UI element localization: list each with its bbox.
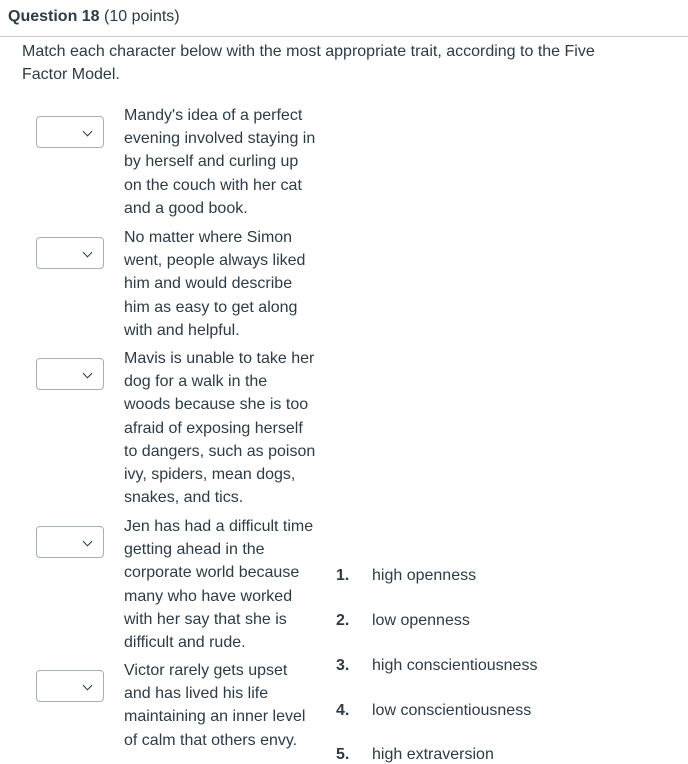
question-number: Question 18 bbox=[8, 8, 100, 25]
chevron-down-icon bbox=[83, 127, 93, 137]
answer-label: low conscientiousness bbox=[372, 702, 532, 719]
answer-label: high conscientiousness bbox=[372, 657, 538, 674]
chevron-down-icon bbox=[83, 248, 93, 258]
answer-number: 5. bbox=[336, 746, 350, 763]
question-header bbox=[8, 8, 180, 26]
match-select-1[interactable] bbox=[36, 116, 104, 148]
item-description-3: Mavis is unable to take her dog for a walk in the woods because she is too afraid of exposing herself to dangers, such as poison ivy, spiders, mean dogs, snakes, and tics. bbox=[124, 350, 316, 507]
answer-label: low openness bbox=[372, 612, 470, 629]
match-select-3[interactable] bbox=[36, 358, 104, 390]
question-prompt: Match each character below with the most appropriate trait, according to the Five Factor Model. bbox=[22, 43, 595, 83]
chevron-down-icon bbox=[83, 537, 93, 547]
answer-label: high extraversion bbox=[372, 746, 494, 763]
chevron-down-icon bbox=[83, 681, 93, 691]
item-description-5: Victor rarely gets upset and has lived his life maintaining an inner level of calm that others envy. bbox=[124, 662, 306, 749]
answer-option-3 bbox=[336, 657, 537, 675]
match-select-4[interactable] bbox=[36, 526, 104, 558]
item-description-4: Jen has had a difficult time getting ahead in the corporate world because many who have worked with her say that she is difficult and rude. bbox=[124, 518, 314, 652]
answer-option-5 bbox=[336, 746, 494, 764]
chevron-down-icon bbox=[83, 369, 93, 379]
answer-option-1 bbox=[336, 567, 476, 585]
match-select-2[interactable] bbox=[36, 237, 104, 269]
answer-option-2 bbox=[336, 612, 470, 630]
item-description-2: No matter where Simon went, people always liked him and would describe him as easy to get along with and helpful. bbox=[124, 229, 306, 339]
item-description-1: Mandy's idea of a perfect evening involved staying in by herself and curling up on the couch with her cat and a good book. bbox=[124, 107, 316, 217]
answer-number: 1. bbox=[336, 567, 350, 584]
answer-option-4 bbox=[336, 702, 531, 720]
answer-number: 4. bbox=[336, 702, 350, 719]
answer-number: 2. bbox=[336, 612, 350, 629]
match-select-5[interactable] bbox=[36, 670, 104, 702]
header-divider bbox=[0, 36, 688, 37]
answer-label: high openness bbox=[372, 567, 477, 584]
answer-number: 3. bbox=[336, 657, 350, 674]
question-points: (10 points) bbox=[104, 8, 180, 25]
